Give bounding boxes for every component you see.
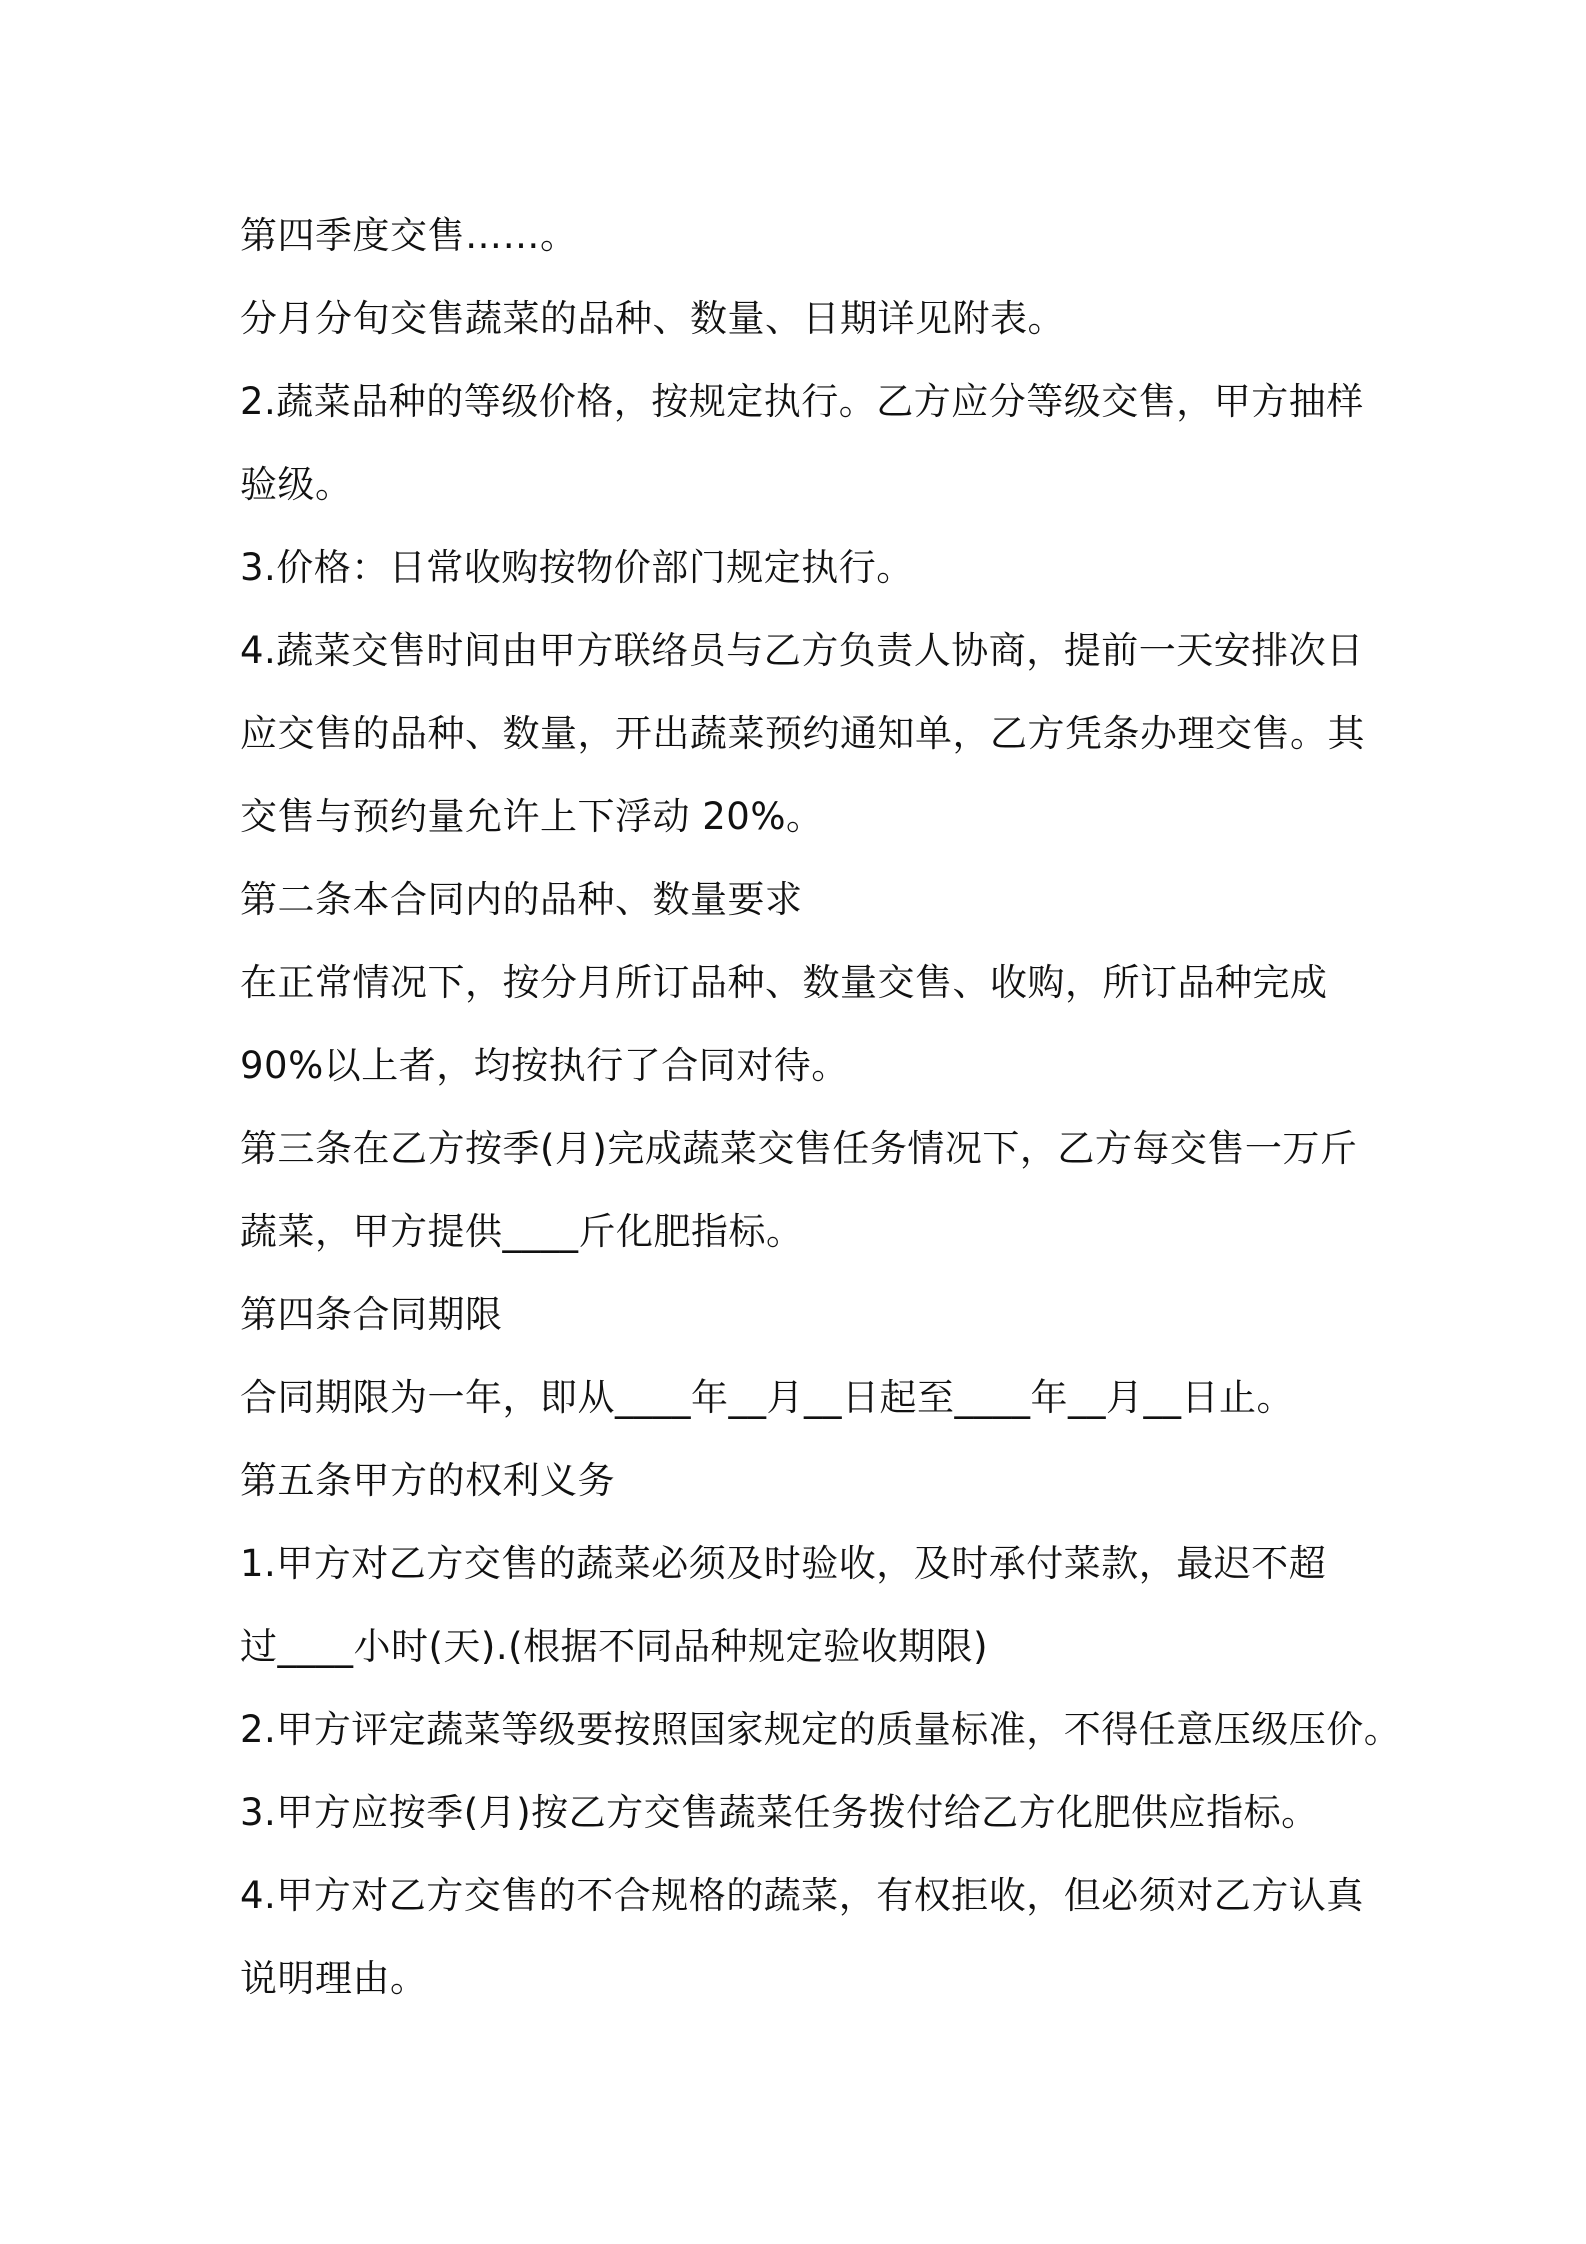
text-line: 验级。 [240,463,353,506]
text-line: 1.甲方对乙方交售的蔬菜必须及时验收，及时承付菜款，最迟不超 [240,1542,1327,1585]
section-heading: 第二条本合同内的品种、数量要求 [240,878,803,921]
text-line: 过____小时(天).(根据不同品种规定验收期限) [240,1625,989,1668]
text-line: 应交售的品种、数量，开出蔬菜预约通知单，乙方凭条办理交售。其 [240,712,1365,755]
text-line: 4.甲方对乙方交售的不合规格的蔬菜，有权拒收，但必须对乙方认真 [240,1874,1364,1917]
text-line: 2.甲方评定蔬菜等级要按照国家规定的质量标准，不得任意压级压价。 [240,1708,1402,1751]
text-line: 交售与预约量允许上下浮动 20%。 [240,795,824,838]
section-heading: 第四条合同期限 [240,1293,503,1336]
text-line: 分月分旬交售蔬菜的品种、数量、日期详见附表。 [240,297,1065,340]
text-line: 说明理由。 [240,1957,428,2000]
text-line: 2.蔬菜品种的等级价格，按规定执行。乙方应分等级交售，甲方抽样 [240,380,1364,423]
text-line: 第四季度交售……。 [240,214,578,257]
text-line: 90%以上者，均按执行了合同对待。 [240,1044,849,1087]
section-heading: 第五条甲方的权利义务 [240,1459,615,1502]
text-line: 3.价格：日常收购按物价部门规定执行。 [240,546,914,589]
document-body [240,194,1540,2020]
text-line: 合同期限为一年，即从____年__月__日起至____年__月__日止。 [240,1376,1294,1419]
text-line: 蔬菜，甲方提供____斤化肥指标。 [240,1210,804,1253]
text-line: 4.蔬菜交售时间由甲方联络员与乙方负责人协商，提前一天安排次日 [240,629,1364,672]
text-line: 在正常情况下，按分月所订品种、数量交售、收购，所订品种完成 [240,961,1328,1004]
text-line: 3.甲方应按季(月)按乙方交售蔬菜任务拨付给乙方化肥供应指标。 [240,1791,1319,1834]
section-heading: 第三条在乙方按季(月)完成蔬菜交售任务情况下，乙方每交售一万斤 [240,1127,1358,1170]
